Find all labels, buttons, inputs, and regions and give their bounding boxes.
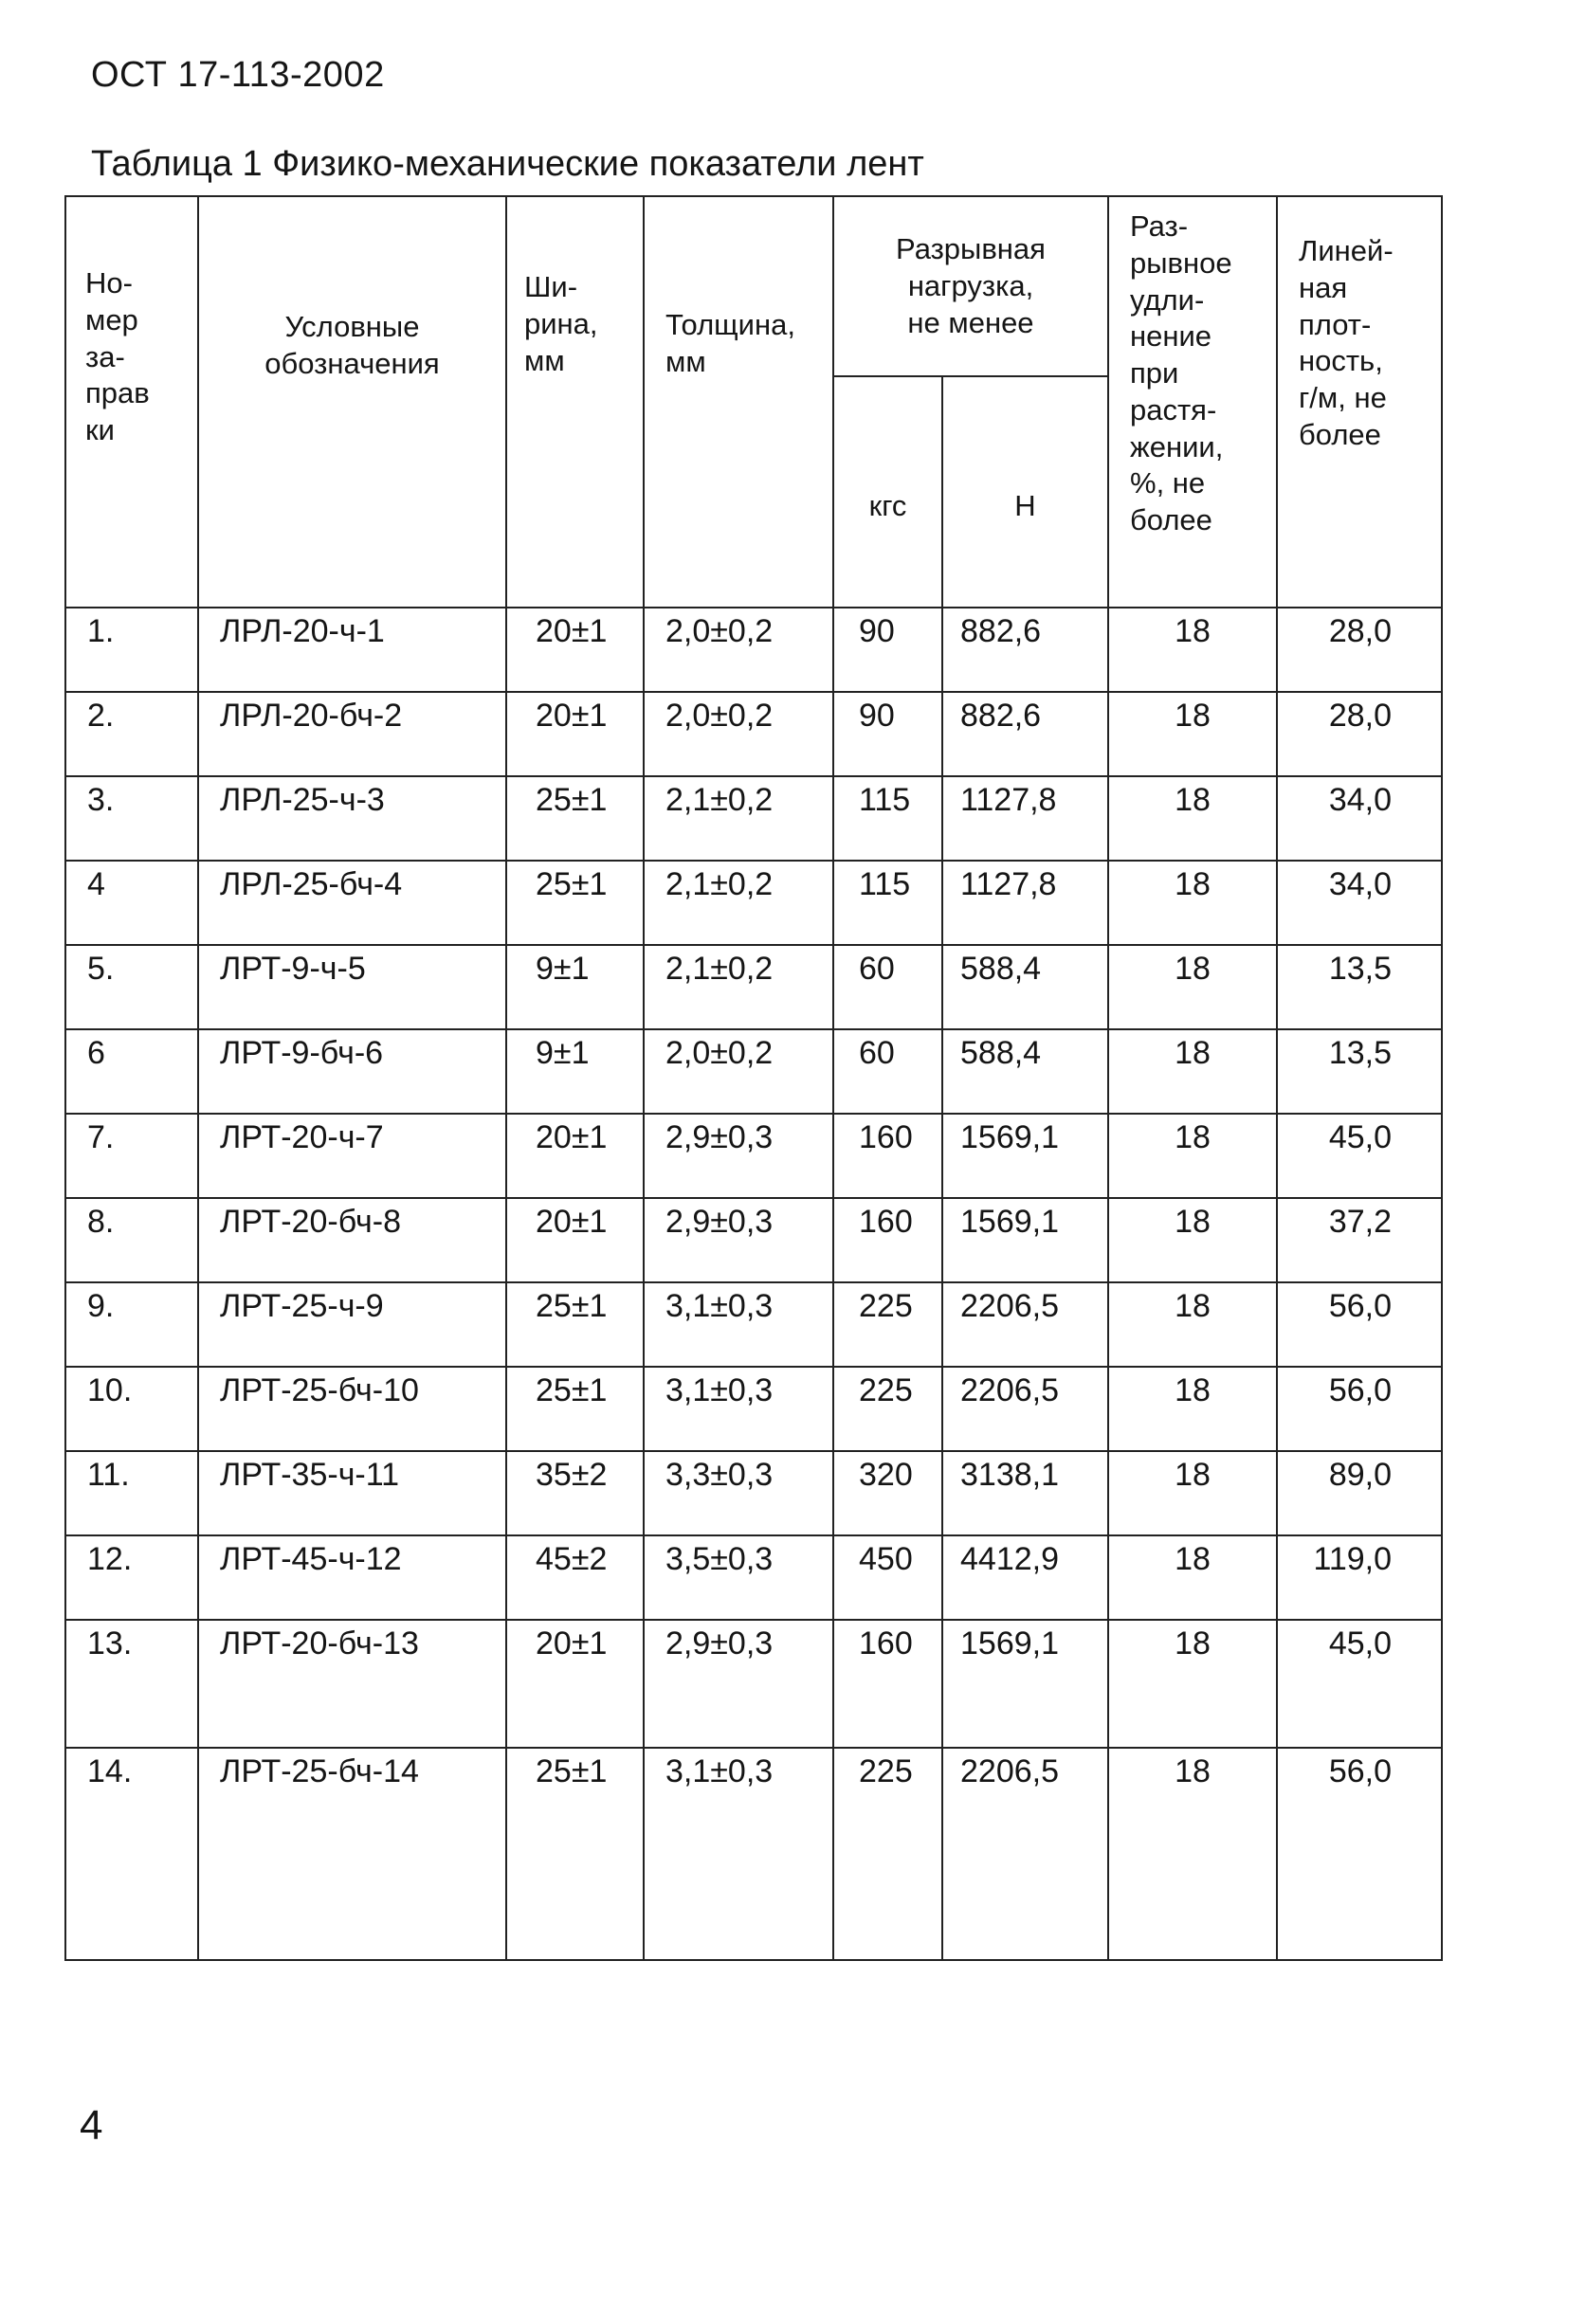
cell-load-n: 588,4 (942, 945, 1108, 1029)
cell-load-n: 882,6 (942, 692, 1108, 776)
cell-number: 4 (65, 861, 198, 945)
cell-load-kgf: 160 (833, 1620, 942, 1748)
cell-elongation: 18 (1108, 1029, 1277, 1114)
cell-load-n: 1127,8 (942, 861, 1108, 945)
table-header-row (65, 196, 1442, 376)
page-number: 4 (80, 2102, 103, 2149)
table-row (65, 1535, 1442, 1620)
table-row (65, 1620, 1442, 1748)
header-designation: Условные обозначения (198, 196, 506, 608)
cell-thickness: 2,0±0,2 (644, 1029, 833, 1114)
cell-width: 20±1 (506, 692, 644, 776)
table-row (65, 1114, 1442, 1198)
cell-load-kgf: 90 (833, 608, 942, 692)
cell-width: 9±1 (506, 945, 644, 1029)
cell-designation: ЛРТ-25-ч-9 (198, 1282, 506, 1367)
header-breaking-load: Разрывная нагрузка, не менее (833, 196, 1108, 376)
cell-load-kgf: 225 (833, 1367, 942, 1451)
cell-load-kgf: 90 (833, 692, 942, 776)
table-body (65, 608, 1442, 1960)
cell-thickness: 2,0±0,2 (644, 608, 833, 692)
header-load-n: Н (942, 376, 1108, 608)
cell-load-kgf: 160 (833, 1198, 942, 1282)
cell-linear-density: 34,0 (1277, 861, 1442, 945)
cell-linear-density: 13,5 (1277, 1029, 1442, 1114)
cell-width: 20±1 (506, 1114, 644, 1198)
cell-width: 25±1 (506, 1367, 644, 1451)
cell-load-n: 588,4 (942, 1029, 1108, 1114)
cell-designation: ЛРТ-20-бч-13 (198, 1620, 506, 1748)
cell-number: 7. (65, 1114, 198, 1198)
cell-linear-density: 56,0 (1277, 1748, 1442, 1960)
table-caption: Таблица 1 Физико-механические показатели лент (91, 144, 924, 184)
table-row (65, 1367, 1442, 1451)
header-number: Но- мер за- прав ки (65, 196, 198, 608)
cell-number: 11. (65, 1451, 198, 1535)
cell-designation: ЛРЛ-20-бч-2 (198, 692, 506, 776)
table-row (65, 692, 1442, 776)
cell-number: 2. (65, 692, 198, 776)
header-elongation: Раз- рывное удли- нение при растя- жении, %, не более (1108, 196, 1277, 608)
cell-elongation: 18 (1108, 1367, 1277, 1451)
cell-designation: ЛРЛ-25-бч-4 (198, 861, 506, 945)
cell-designation: ЛРТ-9-бч-6 (198, 1029, 506, 1114)
header-linear-density: Линей- ная плот- ность, г/м, не более (1277, 196, 1442, 608)
cell-width: 25±1 (506, 776, 644, 861)
cell-thickness: 2,9±0,3 (644, 1620, 833, 1748)
cell-load-kgf: 160 (833, 1114, 942, 1198)
cell-number: 12. (65, 1535, 198, 1620)
cell-elongation: 18 (1108, 692, 1277, 776)
cell-width: 25±1 (506, 861, 644, 945)
cell-linear-density: 45,0 (1277, 1114, 1442, 1198)
cell-elongation: 18 (1108, 1282, 1277, 1367)
cell-linear-density: 56,0 (1277, 1367, 1442, 1451)
document-id: ОСТ 17-113-2002 (91, 55, 385, 95)
cell-thickness: 3,3±0,3 (644, 1451, 833, 1535)
header-thickness: Толщина, мм (644, 196, 833, 608)
cell-load-kgf: 60 (833, 1029, 942, 1114)
cell-number: 14. (65, 1748, 198, 1960)
cell-linear-density: 28,0 (1277, 608, 1442, 692)
cell-number: 8. (65, 1198, 198, 1282)
cell-designation: ЛРТ-25-бч-10 (198, 1367, 506, 1451)
cell-width: 20±1 (506, 608, 644, 692)
cell-load-kgf: 115 (833, 861, 942, 945)
cell-thickness: 3,1±0,3 (644, 1748, 833, 1960)
cell-elongation: 18 (1108, 608, 1277, 692)
cell-number: 6 (65, 1029, 198, 1114)
cell-load-n: 2206,5 (942, 1282, 1108, 1367)
cell-linear-density: 119,0 (1277, 1535, 1442, 1620)
cell-load-n: 4412,9 (942, 1535, 1108, 1620)
cell-linear-density: 89,0 (1277, 1451, 1442, 1535)
cell-elongation: 18 (1108, 1748, 1277, 1960)
cell-designation: ЛРТ-9-ч-5 (198, 945, 506, 1029)
cell-designation: ЛРЛ-25-ч-3 (198, 776, 506, 861)
cell-number: 1. (65, 608, 198, 692)
cell-width: 9±1 (506, 1029, 644, 1114)
cell-load-kgf: 225 (833, 1748, 942, 1960)
cell-elongation: 18 (1108, 776, 1277, 861)
cell-load-n: 1569,1 (942, 1198, 1108, 1282)
cell-thickness: 3,5±0,3 (644, 1535, 833, 1620)
cell-elongation: 18 (1108, 1114, 1277, 1198)
cell-elongation: 18 (1108, 1451, 1277, 1535)
cell-designation: ЛРТ-20-ч-7 (198, 1114, 506, 1198)
cell-designation: ЛРЛ-20-ч-1 (198, 608, 506, 692)
cell-linear-density: 13,5 (1277, 945, 1442, 1029)
cell-elongation: 18 (1108, 1198, 1277, 1282)
table-row (65, 1198, 1442, 1282)
cell-thickness: 2,1±0,2 (644, 861, 833, 945)
cell-load-kgf: 115 (833, 776, 942, 861)
cell-load-kgf: 450 (833, 1535, 942, 1620)
cell-linear-density: 45,0 (1277, 1620, 1442, 1748)
cell-thickness: 2,0±0,2 (644, 692, 833, 776)
cell-linear-density: 56,0 (1277, 1282, 1442, 1367)
cell-designation: ЛРТ-25-бч-14 (198, 1748, 506, 1960)
table-row (65, 1748, 1442, 1960)
cell-load-kgf: 60 (833, 945, 942, 1029)
cell-width: 45±2 (506, 1535, 644, 1620)
cell-width: 35±2 (506, 1451, 644, 1535)
cell-load-n: 2206,5 (942, 1367, 1108, 1451)
cell-number: 3. (65, 776, 198, 861)
table-row (65, 776, 1442, 861)
cell-thickness: 2,9±0,3 (644, 1198, 833, 1282)
cell-number: 9. (65, 1282, 198, 1367)
cell-load-n: 2206,5 (942, 1748, 1108, 1960)
cell-number: 10. (65, 1367, 198, 1451)
cell-number: 5. (65, 945, 198, 1029)
cell-thickness: 2,1±0,2 (644, 945, 833, 1029)
table-row (65, 1282, 1442, 1367)
cell-elongation: 18 (1108, 1535, 1277, 1620)
cell-width: 20±1 (506, 1198, 644, 1282)
header-width: Ши- рина, мм (506, 196, 644, 608)
cell-width: 20±1 (506, 1620, 644, 1748)
cell-load-kgf: 320 (833, 1451, 942, 1535)
cell-thickness: 3,1±0,3 (644, 1282, 833, 1367)
table-row (65, 945, 1442, 1029)
cell-load-n: 1569,1 (942, 1114, 1108, 1198)
table-row (65, 1029, 1442, 1114)
cell-designation: ЛРТ-45-ч-12 (198, 1535, 506, 1620)
table-row (65, 861, 1442, 945)
cell-linear-density: 37,2 (1277, 1198, 1442, 1282)
header-load-kgf: кгс (833, 376, 942, 608)
table-row (65, 1451, 1442, 1535)
cell-load-n: 1569,1 (942, 1620, 1108, 1748)
cell-thickness: 2,1±0,2 (644, 776, 833, 861)
cell-designation: ЛРТ-35-ч-11 (198, 1451, 506, 1535)
cell-linear-density: 34,0 (1277, 776, 1442, 861)
cell-number: 13. (65, 1620, 198, 1748)
cell-elongation: 18 (1108, 861, 1277, 945)
cell-width: 25±1 (506, 1282, 644, 1367)
table-row (65, 608, 1442, 692)
cell-thickness: 2,9±0,3 (644, 1114, 833, 1198)
cell-thickness: 3,1±0,3 (644, 1367, 833, 1451)
physical-mechanical-table (64, 195, 1443, 1961)
cell-load-n: 3138,1 (942, 1451, 1108, 1535)
cell-designation: ЛРТ-20-бч-8 (198, 1198, 506, 1282)
cell-load-kgf: 225 (833, 1282, 942, 1367)
cell-width: 25±1 (506, 1748, 644, 1960)
cell-elongation: 18 (1108, 1620, 1277, 1748)
cell-load-n: 882,6 (942, 608, 1108, 692)
cell-linear-density: 28,0 (1277, 692, 1442, 776)
cell-load-n: 1127,8 (942, 776, 1108, 861)
cell-elongation: 18 (1108, 945, 1277, 1029)
